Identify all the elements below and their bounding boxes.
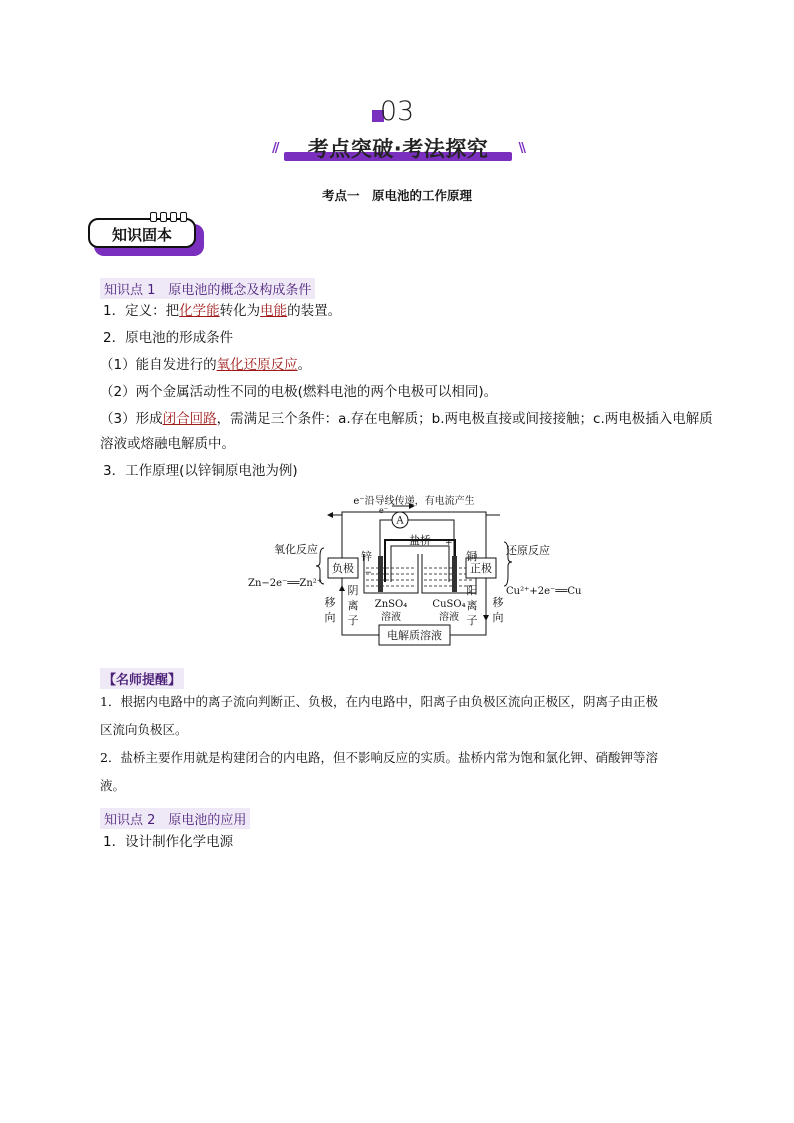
c3-closed-loop: 闭合回路 <box>162 411 217 427</box>
negative-label: 负极 <box>332 562 354 575</box>
cation-move-1: 移 <box>492 596 504 609</box>
zinc-electrode <box>378 556 383 592</box>
kp1-title: 知识点 1 原电池的概念及构成条件 <box>100 278 315 299</box>
c3-suffix: ，需满足三个条件：a.存在电解质；b.两电极直接或间接接触；c.两电极插入电解质 <box>216 411 713 427</box>
left-solution-word: 溶液 <box>381 612 401 623</box>
kp2-title: 知识点 2 原电池的应用 <box>100 808 250 829</box>
c1-prefix: （1）能自发进行的 <box>100 357 217 373</box>
copper-label: 铜 <box>466 550 477 563</box>
banner-slash-left-icon: // <box>272 141 278 156</box>
anion-1: 阴 <box>347 584 359 597</box>
anion-move-2: 向 <box>324 611 336 624</box>
kp2-item-1: 1．设计制作化学电源 <box>103 834 234 850</box>
tips-heading: 【名师提醒】 <box>100 668 184 689</box>
kp1-condition-1 <box>100 354 311 376</box>
plus-sign: + <box>445 538 453 548</box>
def-prefix: 1．定义：把 <box>103 303 180 319</box>
topic-subtitle: 考点一 原电池的工作原理 <box>321 188 472 203</box>
copper-electrode <box>452 556 457 592</box>
minus-sign: − <box>364 568 372 578</box>
knowledge-badge <box>88 218 204 256</box>
c3-prefix: （3）形成 <box>100 411 163 427</box>
def-electric-energy: 电能 <box>260 303 288 319</box>
positive-label: 正极 <box>470 562 492 575</box>
kp2-title-row <box>100 808 250 829</box>
cation-3: 子 <box>466 614 478 627</box>
kp1-condition-3-cont: 溶液或熔融电解质中。 <box>100 436 235 452</box>
tip-1-line-2: 区流向负极区。 <box>100 722 188 737</box>
tip-1-line-1: 1．根据内电路中的离子流向判断正、负极，在内电路中，阳离子由负极区流向正极区，阴离子由正极 <box>100 694 658 709</box>
salt-bridge-inner <box>391 546 449 582</box>
badge-rings-icon <box>150 212 187 222</box>
right-solution-word: 溶液 <box>439 612 459 623</box>
right-solution-formula: CuSO₄ <box>432 599 466 610</box>
section-banner <box>270 133 526 163</box>
kp1-principle-title: 3．工作原理(以锌铜原电池为例) <box>103 463 298 479</box>
kp1-condition-3 <box>100 408 713 430</box>
electron-label: e⁻ <box>379 506 388 515</box>
anion-move-1: 移 <box>324 596 336 609</box>
def-suffix: 的装置。 <box>287 303 342 319</box>
cation-move-2: 向 <box>492 611 504 624</box>
tip-2-line-2: 液。 <box>100 778 126 793</box>
kp1-condition-2: （2）两个金属活动性不同的电极(燃料电池的两个电极可以相同)。 <box>100 384 498 400</box>
galvanic-cell-diagram <box>244 490 584 655</box>
cation-1: 阳 <box>466 584 478 597</box>
cation-2: 离 <box>466 599 478 612</box>
banner-slash-right-icon: \\ <box>518 141 524 156</box>
kp1-title-row <box>100 278 315 299</box>
kp1-definition <box>103 300 341 322</box>
anion-3: 子 <box>347 614 359 627</box>
tip-2-line-1: 2．盐桥主要作用就是构建闭合的内电路，但不影响反应的实质。盐桥内常为饱和氯化钾、硝酸钾等溶 <box>100 750 658 765</box>
ammeter-label: A <box>396 515 404 527</box>
zinc-label: 锌 <box>361 550 372 563</box>
left-equation: Zn−2e⁻══Zn²⁺ <box>248 578 323 589</box>
badge-label: 知识固本 <box>111 226 172 244</box>
salt-bridge-label: 盐桥 <box>409 534 431 547</box>
kp1-conditions-title: 2．原电池的形成条件 <box>103 330 234 346</box>
def-chemical-energy: 化学能 <box>179 303 220 319</box>
reduction-label: 还原反应 <box>506 544 550 557</box>
anion-2: 离 <box>347 599 359 612</box>
tips-heading-row <box>100 668 184 689</box>
banner-title: 考点突破·考法探究 <box>307 137 489 161</box>
oxidation-label: 氧化反应 <box>274 543 318 556</box>
right-equation: Cu²⁺+2e⁻══Cu <box>506 586 582 597</box>
c1-redox: 氧化还原反应 <box>216 357 298 373</box>
c1-suffix: 。 <box>297 357 312 373</box>
electrolyte-label: 电解质溶液 <box>387 629 442 642</box>
def-mid: 转化为 <box>219 303 261 319</box>
section-number: 03 <box>379 96 415 127</box>
left-solution-formula: ZnSO₄ <box>374 599 408 610</box>
top-label: e⁻沿导线传递，有电流产生 <box>353 496 475 507</box>
